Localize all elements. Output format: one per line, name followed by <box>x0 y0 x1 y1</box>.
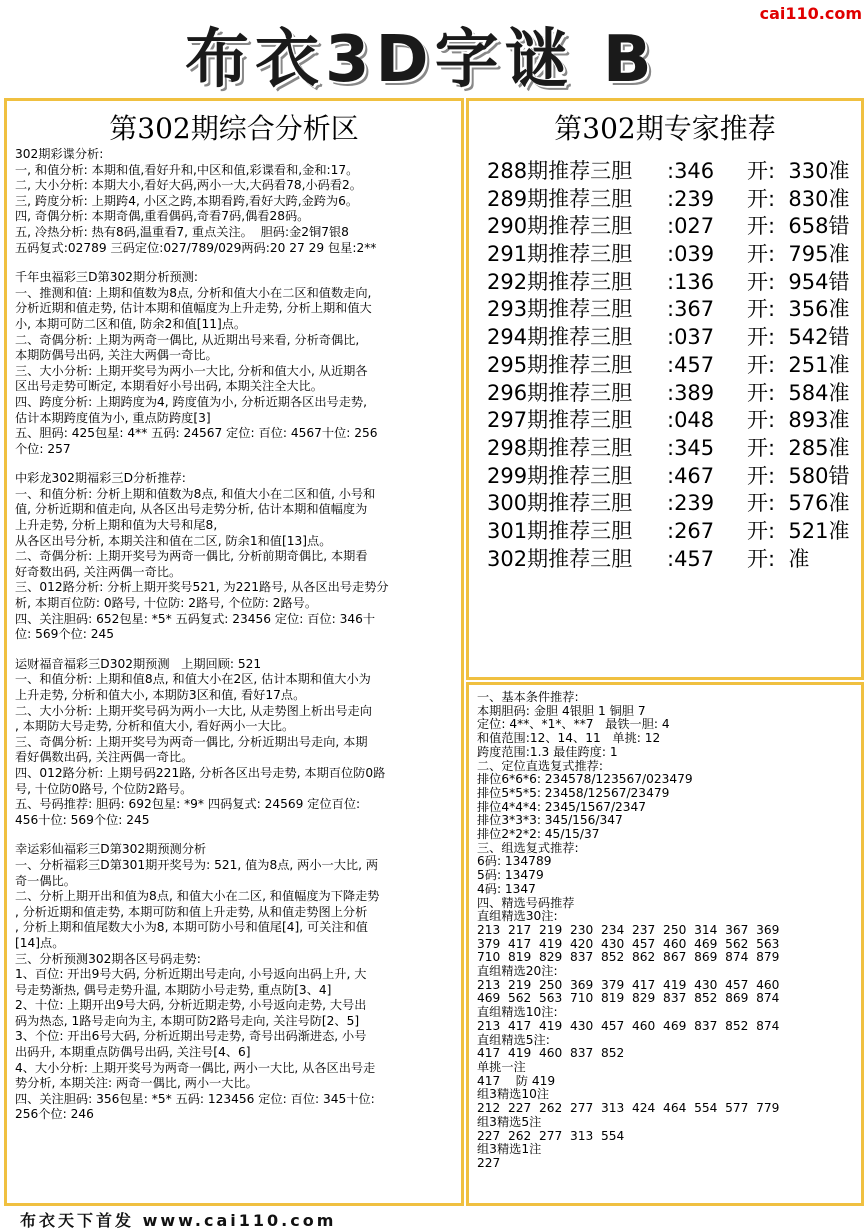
analysis-line: 五, 冷热分析: 热有8码,温重看7, 重点关注。 胆码:金2铜7银8 <box>15 224 349 239</box>
analysis-line: 一、和值分析: 上期和值8点, 和值大小在2区, 估计本期和值大小为 <box>15 672 371 687</box>
expert-period: 302期推荐三胆 <box>487 546 633 571</box>
expert-numbers: :239 <box>667 491 715 516</box>
analysis-line: 区出号走势可断定, 本期看好小号出码, 本期关注全大比。 <box>15 379 323 394</box>
expert-row <box>487 404 857 432</box>
analysis-line: 幸运彩仙福彩三D第302期预测分析 <box>15 842 207 857</box>
analysis-line: 3、个位: 开出6号大码, 分析近期出号走势, 奇号出码渐进态, 小号 <box>15 1029 367 1044</box>
analysis-line: 号, 十位防0路号, 个位防2路号。 <box>15 781 193 796</box>
analysis-line: 上升走势, 分析和值大小, 本期防3区和值, 看好17点。 <box>15 688 306 702</box>
expert-period: 291期推荐三胆 <box>487 242 633 267</box>
analysis-line: 三、分析预测302期各区号码走势: <box>15 951 201 966</box>
expert-row <box>487 432 857 460</box>
expert-period: 300期推荐三胆 <box>487 491 633 516</box>
analysis-line: 一、和值分析: 分析上期和值数为8点, 和值大小在二区和值, 小号和 <box>15 486 376 501</box>
expert-result: 开: 584准 <box>747 380 850 405</box>
analysis-panel-title: 第302期综合分析区 <box>109 112 359 145</box>
expert-recommendation-list <box>487 155 857 570</box>
analysis-line: 四, 奇偶分析: 本期奇偶,重看偶码,奇看7码,偶看28码。 <box>15 209 310 224</box>
condition-line: 4码: 1347 <box>477 881 536 896</box>
condition-line: 5码: 13479 <box>477 868 544 883</box>
expert-row <box>487 293 857 321</box>
expert-numbers: :345 <box>667 435 715 460</box>
condition-line: 单挑一注 <box>477 1059 526 1074</box>
condition-line: 本期胆码: 金胆 4银胆 1 铜胆 7 <box>477 703 646 718</box>
condition-line: 跨度范围:1.3 最佳跨度: 1 <box>477 744 618 759</box>
analysis-line: , 分析近期和值走势, 本期可防和值上升走势, 从和值走势图上分析 <box>15 904 368 919</box>
condition-line: 213 217 219 230 234 237 250 314 367 369 <box>477 922 780 937</box>
expert-row <box>487 266 857 294</box>
expert-result: 开: 542错 <box>747 325 850 350</box>
analysis-line: 302期彩谍分析: <box>15 147 104 161</box>
analysis-line: 456十位: 569个位: 245 <box>15 812 150 827</box>
condition-line: 379 417 419 420 430 457 460 469 562 563 <box>477 936 780 951</box>
analysis-line: 二、奇偶分析: 上期开奖号为两奇一偶比, 分析前期奇偶比, 本期看 <box>15 549 368 564</box>
analysis-line: 小, 本期可防二区和值, 防余2和值[11]点。 <box>15 316 247 331</box>
expert-period: 296期推荐三胆 <box>487 380 633 405</box>
expert-numbers: :457 <box>667 352 715 377</box>
expert-row <box>487 543 857 571</box>
analysis-line: 个位: 257 <box>15 441 71 456</box>
condition-line: 417 防 419 <box>477 1073 556 1088</box>
expert-period: 290期推荐三胆 <box>487 214 633 239</box>
analysis-line: 二、分析上期开出和值为8点, 和值大小在二区, 和值幅度为下降走势 <box>15 889 380 904</box>
analysis-block <box>15 147 463 256</box>
analysis-line: , 本期防大号走势, 分析和值大小, 看好两小一大比。 <box>15 719 295 734</box>
analysis-line: 出码升, 本期重点防偶号出码, 关注号[4、6] <box>15 1045 251 1060</box>
expert-numbers: :367 <box>667 297 715 322</box>
analysis-line: 256个位: 246 <box>15 1107 94 1122</box>
expert-row <box>487 487 857 515</box>
expert-row <box>487 460 857 488</box>
expert-period: 289期推荐三胆 <box>487 186 633 211</box>
expert-result: 开: 580错 <box>747 463 850 488</box>
analysis-block <box>15 471 463 643</box>
analysis-line: 看好偶数出码, 关注两偶一奇比。 <box>15 750 194 765</box>
expert-period: 299期推荐三胆 <box>487 463 633 488</box>
analysis-line: 四、关注胆码: 356包星: *5* 五码: 123456 定位: 百位: 345十位: <box>15 1091 375 1106</box>
expert-panel-title: 第302期专家推荐 <box>554 112 776 145</box>
expert-period: 294期推荐三胆 <box>487 325 633 350</box>
page-title: 布衣3D字谜 B <box>185 23 658 97</box>
analysis-line: 位: 569个位: 245 <box>15 627 115 642</box>
expert-result: 开: 356准 <box>747 297 850 322</box>
analysis-block <box>15 657 463 829</box>
expert-numbers: :457 <box>667 546 715 571</box>
analysis-line: 三, 跨度分析: 上期跨4, 小区之跨,本期看跨,看好大跨,金跨为6。 <box>15 193 359 208</box>
expert-row <box>487 377 857 405</box>
analysis-line: 二、奇偶分析: 上期为两奇一偶比, 从近期出号来看, 分析奇偶比, <box>15 332 360 347</box>
condition-line: 直组精选10注: <box>477 1005 558 1020</box>
conditions-content <box>477 691 861 1171</box>
condition-line: 213 219 250 369 379 417 419 430 457 460 <box>477 977 780 992</box>
analysis-line: 五码复式:02789 三码定位:027/789/029两码:20 27 29 包星:2** <box>15 240 377 255</box>
expert-period: 293期推荐三胆 <box>487 297 633 322</box>
expert-numbers: :346 <box>667 159 715 183</box>
condition-line: 213 417 419 430 457 460 469 837 852 874 <box>477 1018 780 1033</box>
condition-line: 和值范围:12、14、11 单挑: 12 <box>477 731 661 746</box>
expert-result: 开: 658错 <box>747 214 850 239</box>
condition-line: 二、定位直选复式推荐: <box>477 758 603 773</box>
analysis-block <box>15 270 463 457</box>
expert-numbers: :039 <box>667 242 715 267</box>
expert-period: 288期推荐三胆 <box>487 159 633 183</box>
analysis-panel <box>4 98 464 1206</box>
analysis-line: 四、跨度分析: 上期跨度为4, 跨度值为小, 分析近期各区出号走势, <box>15 394 367 409</box>
condition-line: 排位4*4*4: 2345/1567/2347 <box>477 799 647 814</box>
condition-line: 排位6*6*6: 234578/123567/023479 <box>477 772 693 787</box>
analysis-line: 一、推测和值: 上期和值数为8点, 分析和值大小在二区和值数走向, <box>15 285 372 300</box>
analysis-block <box>15 842 463 1123</box>
expert-result: 开: 893准 <box>747 408 850 433</box>
expert-numbers: :136 <box>667 269 715 294</box>
analysis-line: 一, 和值分析: 本期和值,看好升和,中区和值,彩谍看和,金和:17。 <box>15 162 359 177</box>
condition-line: 227 262 277 313 554 <box>477 1128 625 1143</box>
analysis-line: 四、012路分析: 上期号码221路, 分析各区出号走势, 本期百位防0路 <box>15 765 386 780</box>
footer-text: 布衣天下首发 www.cai110.com <box>20 1211 337 1230</box>
condition-line: 三、组选复式推荐: <box>477 840 579 855</box>
analysis-line: 五、胆码: 425包星: 4** 五码: 24567 定位: 百位: 4567十位: 256 <box>15 426 378 441</box>
condition-line: 227 <box>477 1155 501 1170</box>
analysis-line: 值, 分析近期和值走向, 从各区出号走势分析, 估计本期和值幅度为 <box>15 502 368 517</box>
expert-numbers: :467 <box>667 463 715 488</box>
expert-row <box>487 155 857 183</box>
expert-numbers: :048 <box>667 408 715 433</box>
condition-line: 6码: 134789 <box>477 854 552 869</box>
expert-period: 298期推荐三胆 <box>487 435 633 460</box>
condition-line: 一、基本条件推荐: <box>477 690 579 704</box>
expert-numbers: :389 <box>667 380 715 405</box>
expert-period: 301期推荐三胆 <box>487 518 633 543</box>
analysis-line: , 分析上期和值尾数大小为8, 本期可防小号和值尾[4], 可关注和值 <box>15 920 368 935</box>
analysis-line: 2、十位: 上期开出9号大码, 分析近期走势, 小号返向走势, 大号出 <box>15 998 367 1013</box>
analysis-line: 奇一偶比。 <box>15 873 76 888</box>
footer <box>0 1206 868 1228</box>
expert-period: 292期推荐三胆 <box>487 269 633 294</box>
analysis-line: 势分析, 本期关注: 两奇一偶比, 两小一大比。 <box>15 1076 258 1091</box>
header <box>0 0 868 95</box>
analysis-line: 三、大小分析: 上期开奖号为两小一大比, 分析和值大小, 从近期各 <box>15 363 368 378</box>
expert-result: 开: 准 <box>747 546 810 571</box>
expert-row <box>487 183 857 211</box>
condition-line: 排位5*5*5: 23458/12567/23479 <box>477 785 670 800</box>
analysis-line: 五、号码推荐: 胆码: 692包星: *9* 四码复式: 24569 定位百位: <box>15 797 361 812</box>
condition-line: 排位2*2*2: 45/15/37 <box>477 827 600 842</box>
condition-line: 直组精选20注: <box>477 964 558 979</box>
analysis-line: 4、大小分析: 上期开奖号为两奇一偶比, 两小一大比, 从各区出号走 <box>15 1060 376 1075</box>
expert-numbers: :037 <box>667 325 715 350</box>
analysis-line: 千年虫福彩三D第302期分析预测: <box>15 270 199 285</box>
analysis-line: 二、大小分析: 上期开奖号码为两小一大比, 从走势图上析出号走向 <box>15 703 372 718</box>
analysis-line: 估计本期跨度值为小, 重点防跨度[3] <box>15 410 211 425</box>
expert-result: 开: 251准 <box>747 352 850 377</box>
expert-result: 开: 285准 <box>747 435 850 460</box>
condition-line: 组3精选10注 <box>477 1087 550 1102</box>
analysis-line: 本期防偶号出码, 关注大两偶一奇比。 <box>15 348 218 363</box>
expert-period: 297期推荐三胆 <box>487 408 633 433</box>
analysis-line: 三、012路分析: 分析上期开奖号521, 为221路号, 从各区出号走势分 <box>15 580 389 595</box>
expert-row <box>487 349 857 377</box>
condition-line: 417 419 460 837 852 <box>477 1046 625 1061</box>
expert-result: 开: 521准 <box>747 518 850 543</box>
expert-period: 295期推荐三胆 <box>487 352 633 377</box>
conditions-panel <box>466 682 864 1206</box>
analysis-line: 1、百位: 开出9号大码, 分析近期出号走向, 小号返向出码上升, 大 <box>15 967 367 982</box>
expert-result: 开: 795准 <box>747 242 850 267</box>
condition-line: 四、精选号码推荐 <box>477 895 575 910</box>
analysis-line: 一、分析福彩三D第301期开奖号为: 521, 值为8点, 两小一大比, 两 <box>15 857 379 872</box>
expert-row <box>487 515 857 543</box>
expert-numbers: :239 <box>667 186 715 211</box>
condition-line: 直组精选30注: <box>477 909 558 924</box>
condition-line: 直组精选5注: <box>477 1032 550 1047</box>
site-logo[interactable]: cai110.com <box>759 4 862 23</box>
expert-result: 开: 954错 <box>747 269 850 294</box>
analysis-content <box>15 147 463 1137</box>
expert-numbers: :267 <box>667 518 715 543</box>
analysis-line: 好奇数出码, 关注两偶一奇比。 <box>15 564 182 579</box>
expert-result: 开: 330准 <box>747 159 850 183</box>
expert-numbers: :027 <box>667 214 715 239</box>
expert-result: 开: 830准 <box>747 186 850 211</box>
expert-panel <box>466 98 864 680</box>
condition-line: 组3精选1注 <box>477 1142 542 1157</box>
analysis-line: 分析近期和值走势, 估计本期和值幅度为上升走势, 分析上期和值大 <box>15 301 372 316</box>
expert-row <box>487 210 857 238</box>
analysis-line: 三、奇偶分析: 上期开奖号为两奇一偶比, 分析近期出号走向, 本期 <box>15 734 368 749</box>
expert-result: 开: 576准 <box>747 491 850 516</box>
analysis-line: [14]点。 <box>15 935 65 950</box>
analysis-line: 二, 大小分析: 本期大小,看好大码,两小一大,大码看78,小码看2。 <box>15 178 362 193</box>
condition-line: 组3精选5注 <box>477 1114 542 1129</box>
analysis-line: 中彩龙302期福彩三D分析推荐: <box>15 471 186 486</box>
condition-line: 710 819 829 837 852 862 867 869 874 879 <box>477 950 780 965</box>
analysis-line: 号走势渐热, 偶号走势升温, 本期防小号走势, 重点防[3、4] <box>15 982 332 997</box>
condition-line: 排位3*3*3: 345/156/347 <box>477 813 623 828</box>
analysis-line: 析, 本期百位防: 0路号, 十位防: 2路号, 个位防: 2路号。 <box>15 596 318 611</box>
analysis-line: 从各区出号分析, 本期关注和值在二区, 防余1和值[13]点。 <box>15 533 332 548</box>
condition-line: 212 227 262 277 313 424 464 554 577 779 <box>477 1101 780 1116</box>
expert-row <box>487 321 857 349</box>
analysis-line: 码为热态, 1路号走向为主, 本期可防2路号走向, 关注号防[2、5] <box>15 1013 360 1028</box>
analysis-line: 运财福音福彩三D302期预测 上期回顾: 521 <box>15 656 262 671</box>
expert-row <box>487 238 857 266</box>
condition-line: 469 562 563 710 819 829 837 852 869 874 <box>477 991 780 1006</box>
analysis-line: 四、关注胆码: 652包星: *5* 五码复式: 23456 定位: 百位: 346十 <box>15 611 376 626</box>
analysis-line: 上升走势, 分析上期和值为大号和尾8, <box>15 518 218 533</box>
condition-line: 定位: 4**、*1*、**7 最铁一胆: 4 <box>477 717 670 732</box>
